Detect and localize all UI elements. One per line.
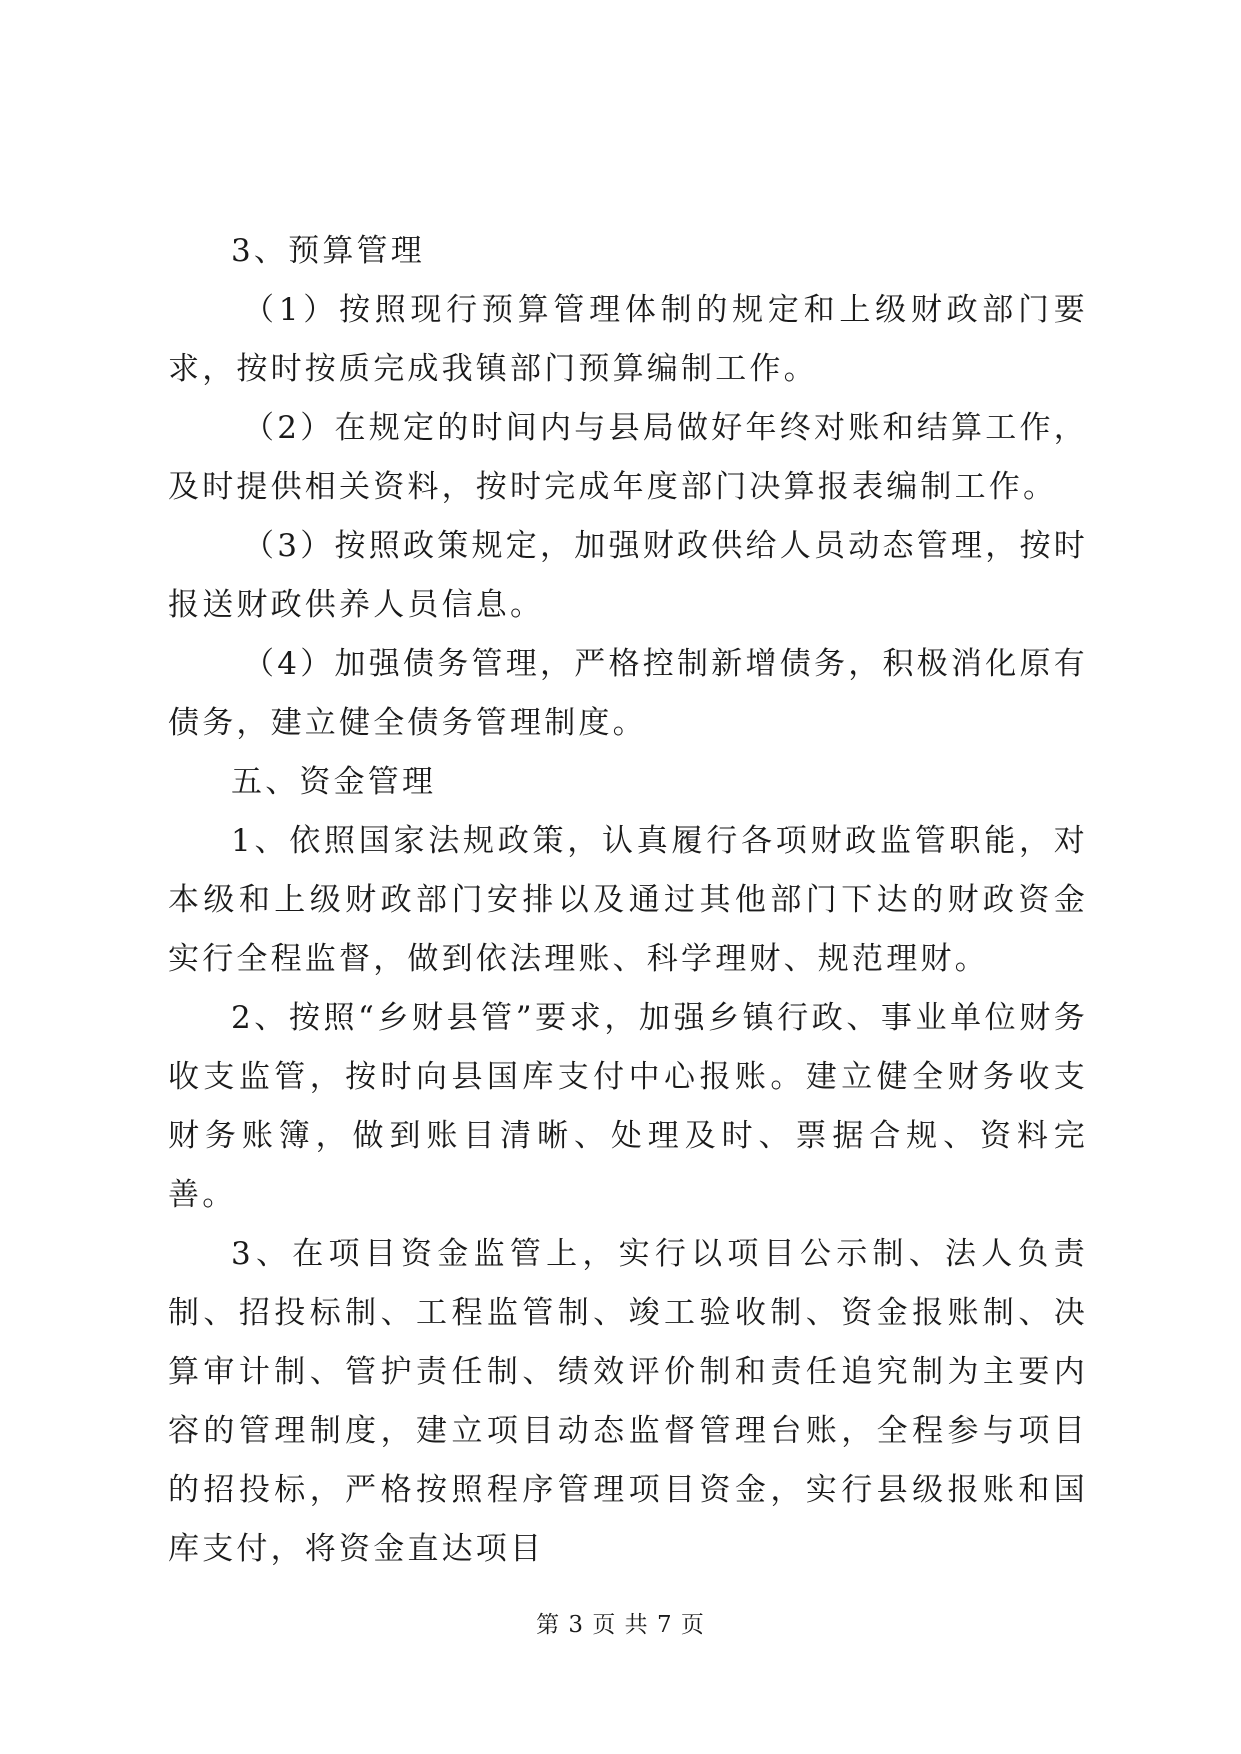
paragraph-fund-item-2: 2、按照“乡财县管”要求，加强乡镇行政、事业单位财务收支监管，按时向县国库支付中心报账。建立健全财务收支财务账簿，做到账目清晰、处理及时、票据合规、资料完善。: [168, 1000, 1088, 1213]
paragraph-budget-item-2: （2）在规定的时间内与县局做好年终对账和结算工作，及时提供相关资料，按时完成年度部门决算报表编制工作。: [168, 410, 1088, 505]
paragraph-budget-item-4: （4）加强债务管理，严格控制新增债务，积极消化原有债务，建立健全债务管理制度。: [168, 646, 1088, 741]
paragraph-fund-item-1: 1、依照国家法规政策，认真履行各项财政监管职能，对本级和上级财政部门安排以及通过其他部门下达的财政资金实行全程监督，做到依法理账、科学理财、规范理财。: [168, 823, 1088, 977]
section-heading-budget: 3、预算管理: [231, 233, 425, 269]
paragraph-budget-item-3: （3）按照政策规定，加强财政供给人员动态管理，按时报送财政供养人员信息。: [168, 528, 1088, 623]
paragraph-budget-item-1: （1）按照现行预算管理体制的规定和上级财政部门要求，按时按质完成我镇部门预算编制工作。: [168, 292, 1088, 387]
paragraph-fund-item-3: 3、在项目资金监管上，实行以项目公示制、法人负责制、招投标制、工程监管制、竣工验收制、资金报账制、决算审计制、管护责任制、绩效评价制和责任追究制为主要内容的管理制度，建立项目动态监督管理台账，全程参与项目的招投标，严格按照程序管理项目资金，实行县级报账和国库支付，将资金直达项目: [168, 1236, 1088, 1567]
page-footer: 第 3 页 共 7 页: [536, 1612, 705, 1638]
document-body: [168, 222, 1088, 1579]
section-heading-fund: 五、资金管理: [231, 764, 437, 800]
